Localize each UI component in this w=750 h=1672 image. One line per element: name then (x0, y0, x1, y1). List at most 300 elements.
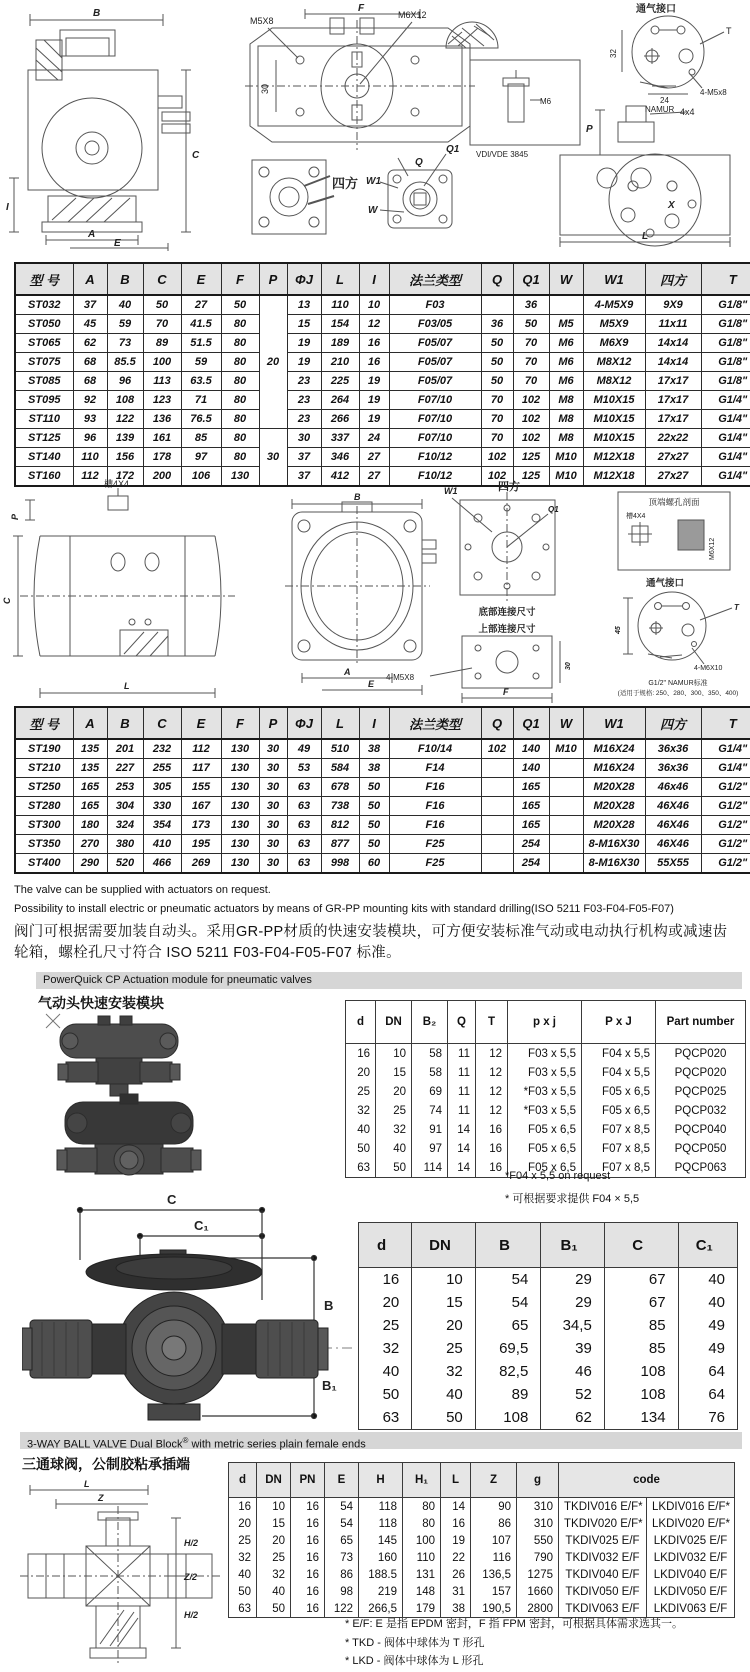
table-cell: 70 (481, 391, 513, 410)
table-cell: 82,5 (475, 1360, 541, 1383)
table-cell: 304 (107, 797, 143, 816)
table-cell: F10/12 (389, 448, 481, 467)
table-cell: TKDIV032 E/F (559, 1549, 647, 1566)
table-cell: 22x22 (645, 429, 701, 448)
thread-label: 4-M5x8 (700, 88, 727, 97)
dim-label: Q1 (548, 505, 559, 514)
table-row (229, 1549, 735, 1566)
table-cell: 80 (221, 391, 259, 410)
table-row (229, 1532, 735, 1549)
dim-label: 45 (615, 626, 622, 634)
table-row (15, 410, 750, 429)
table-row (15, 353, 750, 372)
table-row (359, 1406, 738, 1430)
table-cell: 12 (359, 315, 389, 334)
threeway-subtitle: 三通球阀，公制胶粘承插端 (22, 1456, 190, 1472)
threeway-valve-drawing (20, 1478, 230, 1672)
table-cell: 70 (481, 429, 513, 448)
column-header: W (549, 707, 583, 739)
table-cell: 145 (359, 1532, 403, 1549)
table-cell: 46X46 (645, 835, 701, 854)
table-cell: 310 (517, 1498, 559, 1516)
table-cell: 25 (257, 1549, 291, 1566)
table-cell: 16 (229, 1498, 257, 1516)
powerquick-section-bar: PowerQuick CP Actuation module for pneumatic valves (36, 972, 742, 989)
table-cell: TKDIV020 E/F* (559, 1515, 647, 1532)
threeway-title-suffix: with metric series plain female ends (188, 1438, 366, 1451)
table-cell: 30 (259, 759, 287, 778)
table-cell: F05 x 6,5 (582, 1082, 656, 1101)
table-cell: 154 (321, 315, 359, 334)
square-drive-label: 四方 (332, 176, 359, 191)
column-header: W1 (583, 263, 645, 295)
table-cell: 80 (221, 372, 259, 391)
table-cell: 92 (73, 391, 107, 410)
table-cell: ST110 (15, 410, 73, 429)
table-cell: 100 (143, 353, 181, 372)
table-row (359, 1360, 738, 1383)
table-cell: M20X28 (583, 816, 645, 835)
table-cell: 32 (257, 1566, 291, 1583)
table-cell: 80 (403, 1498, 441, 1516)
table-cell: 64 (678, 1383, 737, 1406)
table-cell: G1/4" (701, 467, 750, 487)
table-cell: 16 (291, 1566, 325, 1583)
namur-sizes-note: (适用于规格: 250、280、300、350、400) (617, 690, 739, 697)
table-cell: 17x17 (645, 410, 701, 429)
table-cell: M6 (549, 334, 583, 353)
table-cell: 46 (541, 1360, 605, 1383)
dim-label: 30 (565, 662, 572, 670)
table-cell: 165 (73, 797, 107, 816)
table-cell: TKDIV050 E/F (559, 1583, 647, 1600)
column-header: B (107, 263, 143, 295)
thread-label: M6X12 (709, 537, 716, 560)
table-cell (549, 295, 583, 315)
table-cell: 190,5 (471, 1600, 517, 1618)
table-cell: 102 (481, 739, 513, 759)
table-cell: 40 (346, 1120, 376, 1139)
column-header: I (359, 263, 389, 295)
table-cell: 97 (412, 1139, 448, 1158)
powerquick-table (345, 1000, 746, 1178)
standard-label: VDI/VDE 3845 (476, 150, 529, 159)
dim-label: Q1 (446, 144, 460, 155)
table-cell: 140 (513, 759, 549, 778)
table-cell: 54 (475, 1268, 541, 1292)
table-cell: M5 (549, 315, 583, 334)
column-header: L (321, 707, 359, 739)
table-cell: G1/8" (701, 334, 750, 353)
registered-mark: ® (182, 1436, 189, 1445)
table-cell: 29 (541, 1291, 605, 1314)
table-cell: 16 (476, 1120, 508, 1139)
table-cell: M5X9 (583, 315, 645, 334)
table-cell: 10 (376, 1044, 412, 1064)
table-cell: 678 (321, 778, 359, 797)
table-cell: 80 (221, 353, 259, 372)
table-cell: 17x17 (645, 372, 701, 391)
dim-label: H/2 (184, 1610, 199, 1620)
table-cell: G1/2" (701, 835, 750, 854)
top-connection-caption: 上部连接尺寸 (478, 624, 536, 635)
table-cell: 165 (513, 816, 549, 835)
dim-label: B (93, 8, 101, 19)
table-cell: ST280 (15, 797, 73, 816)
table-cell: 80 (221, 334, 259, 353)
table-cell: 19 (441, 1532, 471, 1549)
powerquick-product-photos (40, 1008, 260, 1178)
table-cell: 37 (287, 467, 321, 487)
table-cell: 738 (321, 797, 359, 816)
table-cell: 91 (412, 1120, 448, 1139)
table-body (15, 739, 750, 873)
column-header: A (73, 707, 107, 739)
table-cell: G1/4" (701, 759, 750, 778)
table-body (346, 1044, 746, 1178)
table-cell: F07 x 8,5 (582, 1120, 656, 1139)
table-cell: 155 (181, 778, 221, 797)
table-cell: 125 (513, 467, 549, 487)
table-cell: 62 (73, 334, 107, 353)
dim-label: H/2 (184, 1538, 199, 1548)
table-cell (549, 854, 583, 874)
table-cell: 136,5 (471, 1566, 517, 1583)
table-cell: G1/4" (701, 410, 750, 429)
dim-label: W1 (366, 176, 381, 187)
table-cell: 27 (359, 467, 389, 487)
dim-label: C₁ (194, 1218, 209, 1233)
table-cell: 107 (471, 1532, 517, 1549)
table-cell: 8-M16X30 (583, 835, 645, 854)
table-cell (481, 778, 513, 797)
table-cell: 210 (321, 353, 359, 372)
table-cell: 160 (359, 1549, 403, 1566)
table-cell: 16 (441, 1515, 471, 1532)
slot-label: 槽4X4 (104, 479, 130, 489)
table-cell: 148 (403, 1583, 441, 1600)
table-cell: 269 (181, 854, 221, 874)
table-cell: G1/2" (701, 778, 750, 797)
table-row (15, 778, 750, 797)
table-cell: 305 (143, 778, 181, 797)
table-cell: 410 (143, 835, 181, 854)
table-cell: 58 (412, 1044, 448, 1064)
table-cell: 46x46 (645, 778, 701, 797)
table-cell: 123 (143, 391, 181, 410)
column-header: F (221, 707, 259, 739)
table-cell: 50 (229, 1583, 257, 1600)
column-header: d (359, 1223, 412, 1268)
table-cell: 188.5 (359, 1566, 403, 1583)
table-cell: 4-M5X9 (583, 295, 645, 315)
table-cell: 27x27 (645, 467, 701, 487)
table-cell: LKDIV025 E/F (647, 1532, 735, 1549)
table-cell: 32 (412, 1360, 476, 1383)
table-cell: 37 (287, 448, 321, 467)
table-row (15, 429, 750, 448)
table-cell: 30 (259, 739, 287, 759)
table-cell: 110 (321, 295, 359, 315)
table-cell: 12 (476, 1063, 508, 1082)
table-cell: M6 (549, 372, 583, 391)
table-cell: 15 (287, 315, 321, 334)
table-cell: 30 (259, 797, 287, 816)
valve-dimension-photo (22, 1180, 352, 1426)
table-cell: 412 (321, 467, 359, 487)
table-cell: 89 (475, 1383, 541, 1406)
table-cell: 55X55 (645, 854, 701, 874)
intro-line-3: 阀门可根据需要加装自动头。采用GR-PP材质的快速安装模块，可方便安装标准气动或电动执行机构或减速齿 (14, 924, 728, 940)
table-cell: 337 (321, 429, 359, 448)
table-cell: 156 (107, 448, 143, 467)
column-header: DN (376, 1001, 412, 1044)
column-header: L (441, 1463, 471, 1498)
table-body (359, 1268, 738, 1430)
table-cell: 54 (325, 1515, 359, 1532)
table-cell: 100 (403, 1532, 441, 1549)
dim-label: L (124, 681, 130, 691)
dim-label: Z/2 (184, 1572, 198, 1582)
table-cell: 53 (287, 759, 321, 778)
table-cell: 32 (359, 1337, 412, 1360)
column-header: C (143, 263, 181, 295)
table-cell: 40 (359, 1360, 412, 1383)
table-row (346, 1044, 746, 1064)
column-header: ΦJ (287, 707, 321, 739)
table-cell: 19 (287, 353, 321, 372)
table-cell: F03 x 5,5 (508, 1044, 582, 1064)
table-cell: M10 (549, 467, 583, 487)
table-head (229, 1463, 735, 1498)
table-cell: F05 x 6,5 (508, 1120, 582, 1139)
column-header: E (325, 1463, 359, 1498)
table-cell: 19 (359, 391, 389, 410)
table-cell: 161 (143, 429, 181, 448)
table-cell: 85 (604, 1337, 678, 1360)
table-header-row (229, 1463, 735, 1498)
powerquick-note-en: *F04 x 5,5 on request (505, 1170, 611, 1182)
table-cell: LKDIV020 E/F* (647, 1515, 735, 1532)
table-cell: 25 (376, 1101, 412, 1120)
column-header: A (73, 263, 107, 295)
table-row (346, 1120, 746, 1139)
table-row (346, 1101, 746, 1120)
table-cell: M10X15 (583, 429, 645, 448)
table-row (359, 1337, 738, 1360)
table-cell: 58 (412, 1063, 448, 1082)
vent-port-label: 通气接口 (646, 578, 685, 589)
actuator-dimension-table-small (14, 262, 750, 487)
dim-label: X (668, 200, 675, 211)
table-cell: 1275 (517, 1566, 559, 1583)
table-cell: F04 x 5,5 (582, 1044, 656, 1064)
table-cell: 14 (448, 1120, 476, 1139)
table-cell: 264 (321, 391, 359, 410)
table-cell: 14 (448, 1139, 476, 1158)
table-cell: 40 (229, 1566, 257, 1583)
table-cell: 80 (221, 448, 259, 467)
column-header: Q1 (513, 263, 549, 295)
table-cell: 67 (604, 1268, 678, 1292)
table-cell: 24 (359, 429, 389, 448)
table-cell: ST095 (15, 391, 73, 410)
table-cell: 15 (376, 1063, 412, 1082)
table-cell: 520 (107, 854, 143, 874)
table-cell: M8X12 (583, 372, 645, 391)
column-header: H₁ (403, 1463, 441, 1498)
table-cell: 16 (476, 1158, 508, 1178)
table-cell: 108 (604, 1383, 678, 1406)
table-row (15, 759, 750, 778)
column-header: Z (471, 1463, 517, 1498)
table-cell: PQCP020 (656, 1063, 746, 1082)
table-cell: 50 (376, 1158, 412, 1178)
table-cell: M10 (549, 739, 583, 759)
table-cell: 102 (513, 410, 549, 429)
column-header: 法兰类型 (389, 707, 481, 739)
table-cell: 10 (257, 1498, 291, 1516)
table-cell: 45 (73, 315, 107, 334)
table-cell: 30 (259, 778, 287, 797)
table-cell: 130 (221, 467, 259, 487)
table-row (359, 1314, 738, 1337)
table-cell: 65 (325, 1532, 359, 1549)
namur-standard-note: G1/2" NAMUR标准 (648, 680, 708, 687)
column-header: T (701, 707, 750, 739)
table-cell: 37 (73, 295, 107, 315)
table-cell: 67 (604, 1291, 678, 1314)
dim-label: T (726, 26, 732, 36)
table-cell (549, 835, 583, 854)
table-cell: G1/8" (701, 353, 750, 372)
table-head (15, 707, 750, 739)
table-cell: 20 (359, 1291, 412, 1314)
threeway-note-lkd: * LKD - 阀体中球体为 L 形孔 (345, 1655, 484, 1667)
table-cell: 550 (517, 1532, 559, 1549)
table-cell: 68 (73, 372, 107, 391)
table-cell: 266,5 (359, 1600, 403, 1618)
table-cell: 108 (475, 1406, 541, 1430)
threeway-title: 3-WAY BALL VALVE Dual Block (27, 1438, 183, 1451)
column-header: E (181, 263, 221, 295)
dim-label: A (88, 229, 96, 240)
column-header: code (559, 1463, 735, 1498)
technical-drawing-mid (0, 478, 750, 706)
table-cell: 17x17 (645, 391, 701, 410)
table-cell: PQCP020 (656, 1044, 746, 1064)
table-cell (481, 759, 513, 778)
table-cell: 38 (359, 759, 389, 778)
table-cell: M8 (549, 391, 583, 410)
table-cell: 40 (376, 1139, 412, 1158)
table-cell (481, 797, 513, 816)
table-cell: 70 (481, 410, 513, 429)
table-cell: F07 x 8,5 (582, 1139, 656, 1158)
table-cell: G1/4" (701, 448, 750, 467)
column-header: Q1 (513, 707, 549, 739)
table-cell: 106 (181, 467, 221, 487)
table-cell (549, 816, 583, 835)
table-cell: 330 (143, 797, 181, 816)
table-cell: 14 (448, 1158, 476, 1178)
table-cell: F14 (389, 759, 481, 778)
table-cell: 11 (448, 1063, 476, 1082)
bottom-connection-caption: 底部连接尺寸 (478, 607, 536, 618)
table-cell: 63 (287, 797, 321, 816)
table-cell: 40 (678, 1268, 737, 1292)
table-cell: 130 (221, 797, 259, 816)
table-cell: 85 (604, 1314, 678, 1337)
table-cell: 30 (287, 429, 321, 448)
powerquick-note-cn: * 可根据要求提供 F04 × 5,5 (505, 1193, 640, 1205)
table-cell: M20X28 (583, 778, 645, 797)
table-cell: G1/8" (701, 295, 750, 315)
table-cell: 130 (221, 854, 259, 874)
table-row (346, 1082, 746, 1101)
table-cell: ST190 (15, 739, 73, 759)
table-head (359, 1223, 738, 1268)
table-cell: 16 (359, 1268, 412, 1292)
table-cell: 32 (346, 1101, 376, 1120)
table-cell: 114 (412, 1158, 448, 1178)
dim-label: C (167, 1192, 177, 1207)
table-cell: 50 (359, 1383, 412, 1406)
table-cell (549, 759, 583, 778)
table-cell: M12X18 (583, 467, 645, 487)
table-cell: F03 (389, 295, 481, 315)
table-cell: 50 (481, 353, 513, 372)
dim-label: L (84, 1479, 90, 1489)
table-cell: 46X46 (645, 816, 701, 835)
table-cell: 69 (412, 1082, 448, 1101)
column-header: P (259, 263, 287, 295)
column-header: ΦJ (287, 263, 321, 295)
table-head (15, 263, 750, 295)
table-cell: F07 x 8,5 (582, 1158, 656, 1178)
table-cell: 60 (359, 854, 389, 874)
column-header: Q (448, 1001, 476, 1044)
table-cell: 50 (481, 334, 513, 353)
table-cell: 40 (257, 1583, 291, 1600)
table-cell: TKDIV040 E/F (559, 1566, 647, 1583)
table-row (15, 448, 750, 467)
table-cell: 16 (476, 1139, 508, 1158)
table-cell: 32 (229, 1549, 257, 1566)
table-cell: 20 (229, 1515, 257, 1532)
column-header: Q (481, 263, 513, 295)
table-cell: TKDIV063 E/F (559, 1600, 647, 1618)
column-header: I (359, 707, 389, 739)
table-cell: 16 (346, 1044, 376, 1064)
table-cell: 10 (359, 295, 389, 315)
column-header: 型 号 (15, 263, 73, 295)
threeway-note-tkd: * TKD - 阀体中球体为 T 形孔 (345, 1637, 485, 1649)
table-cell: 50 (481, 372, 513, 391)
table-cell (481, 835, 513, 854)
table-cell: G1/4" (701, 429, 750, 448)
table-cell: F05/07 (389, 353, 481, 372)
table-cell: 380 (107, 835, 143, 854)
table-cell: ST160 (15, 467, 73, 487)
table-cell: 173 (181, 816, 221, 835)
table-cell: 30 (259, 816, 287, 835)
table-cell: 63.5 (181, 372, 221, 391)
table-cell: 139 (107, 429, 143, 448)
table-cell: 20 (257, 1532, 291, 1549)
table-cell (549, 797, 583, 816)
dim-label: L (642, 231, 649, 242)
